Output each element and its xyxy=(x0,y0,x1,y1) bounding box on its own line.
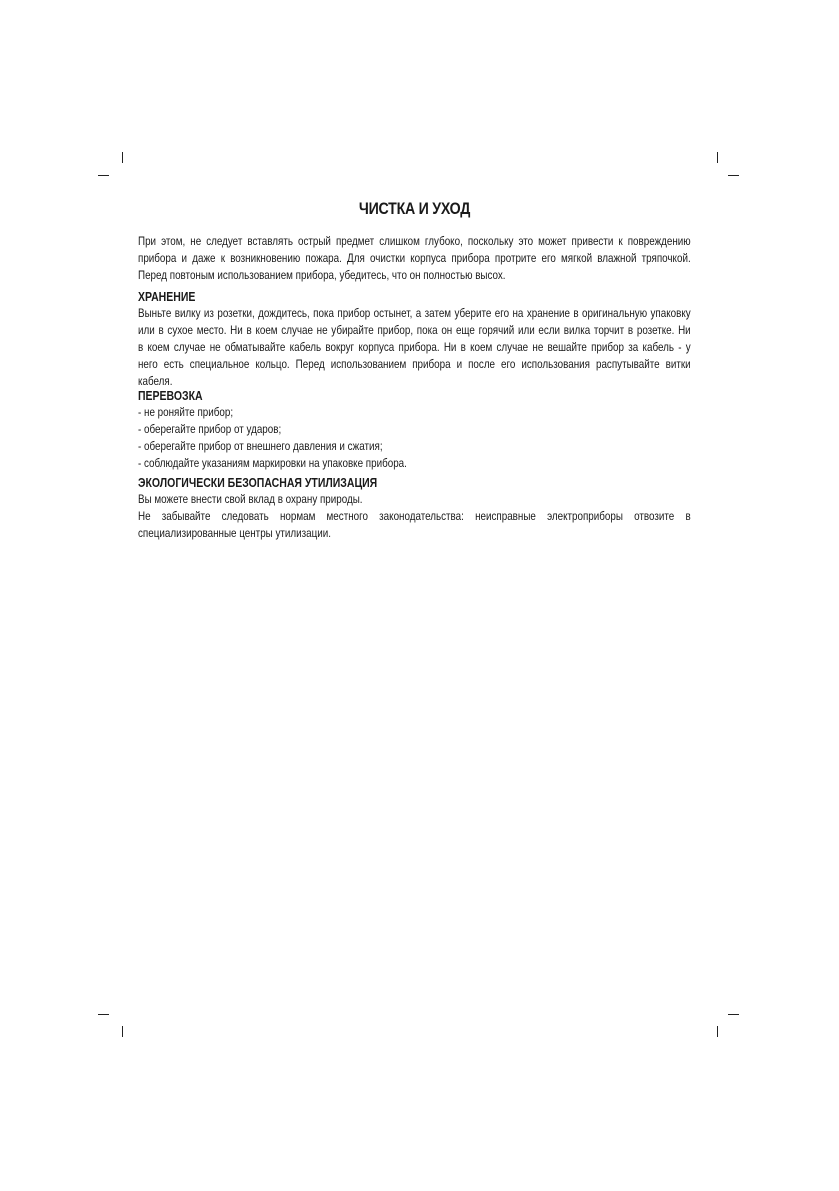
crop-mark-top-right-horizontal xyxy=(728,175,739,176)
intro-paragraph xyxy=(138,233,691,284)
transport-list-item: - соблюдайте указаниям маркировки на упаковке прибора. xyxy=(138,456,407,470)
storage-paragraph xyxy=(138,305,691,390)
storage-line: в коем случае не обматывайте кабель вокруг корпуса прибора. Ни в коем случае не вешайте прибор за кабель - у xyxy=(138,340,691,354)
disposal-line: Вы можете внести свой вклад в охрану природы. xyxy=(138,492,363,506)
transport-list-item: - не роняйте прибор; xyxy=(138,405,234,419)
intro-line: прибора и даже к возникновению пожара. Для очистки корпуса прибора протрите его мягкой влажной тряпочкой. xyxy=(138,251,691,265)
transport-list-item: - оберегайте прибор от ударов; xyxy=(138,422,282,436)
storage-heading: ХРАНЕНИЕ xyxy=(138,290,196,304)
disposal-line: Не забывайте следовать нормам местного законодательства: неисправные электроприборы отвозите в xyxy=(138,509,691,523)
crop-mark-bottom-right-vertical xyxy=(717,1026,718,1037)
crop-mark-bottom-right-horizontal xyxy=(728,1014,739,1015)
transport-heading: ПЕРЕВОЗКА xyxy=(138,389,203,403)
transport-list-item: - оберегайте прибор от внешнего давления и сжатия; xyxy=(138,439,383,453)
storage-line: или в сухое место. Ни в коем случае не убирайте прибор, пока он еще горячий или если вилка торчит в розетке. Ни xyxy=(138,323,691,337)
intro-line: Перед повтоным использованием прибора, убедитесь, что он полностью высох. xyxy=(138,268,506,282)
disposal-line: специализированные центры утилизации. xyxy=(138,526,331,540)
storage-line: него есть специальное кольцо. Перед использованием прибора и после его использования распутывайте витки xyxy=(138,357,691,371)
crop-mark-bottom-left-vertical xyxy=(122,1026,123,1037)
crop-mark-top-left-horizontal xyxy=(98,175,109,176)
intro-line: При этом, не следует вставлять острый предмет слишком глубоко, поскольку это может привести к повреждению xyxy=(138,234,691,248)
disposal-paragraph xyxy=(138,491,691,542)
page-title: ЧИСТКА И УХОД xyxy=(358,200,471,218)
disposal-heading: ЭКОЛОГИЧЕСКИ БЕЗОПАСНАЯ УТИЛИЗАЦИЯ xyxy=(138,476,378,490)
crop-mark-bottom-left-horizontal xyxy=(98,1014,109,1015)
storage-line: кабеля. xyxy=(138,374,173,388)
crop-mark-top-right-vertical xyxy=(717,152,718,163)
storage-line: Выньте вилку из розетки, дождитесь, пока прибор остынет, а затем уберите его на хранение в оригинальную упаковку xyxy=(138,306,691,320)
crop-mark-top-left-vertical xyxy=(122,152,123,163)
transport-list xyxy=(138,404,591,472)
